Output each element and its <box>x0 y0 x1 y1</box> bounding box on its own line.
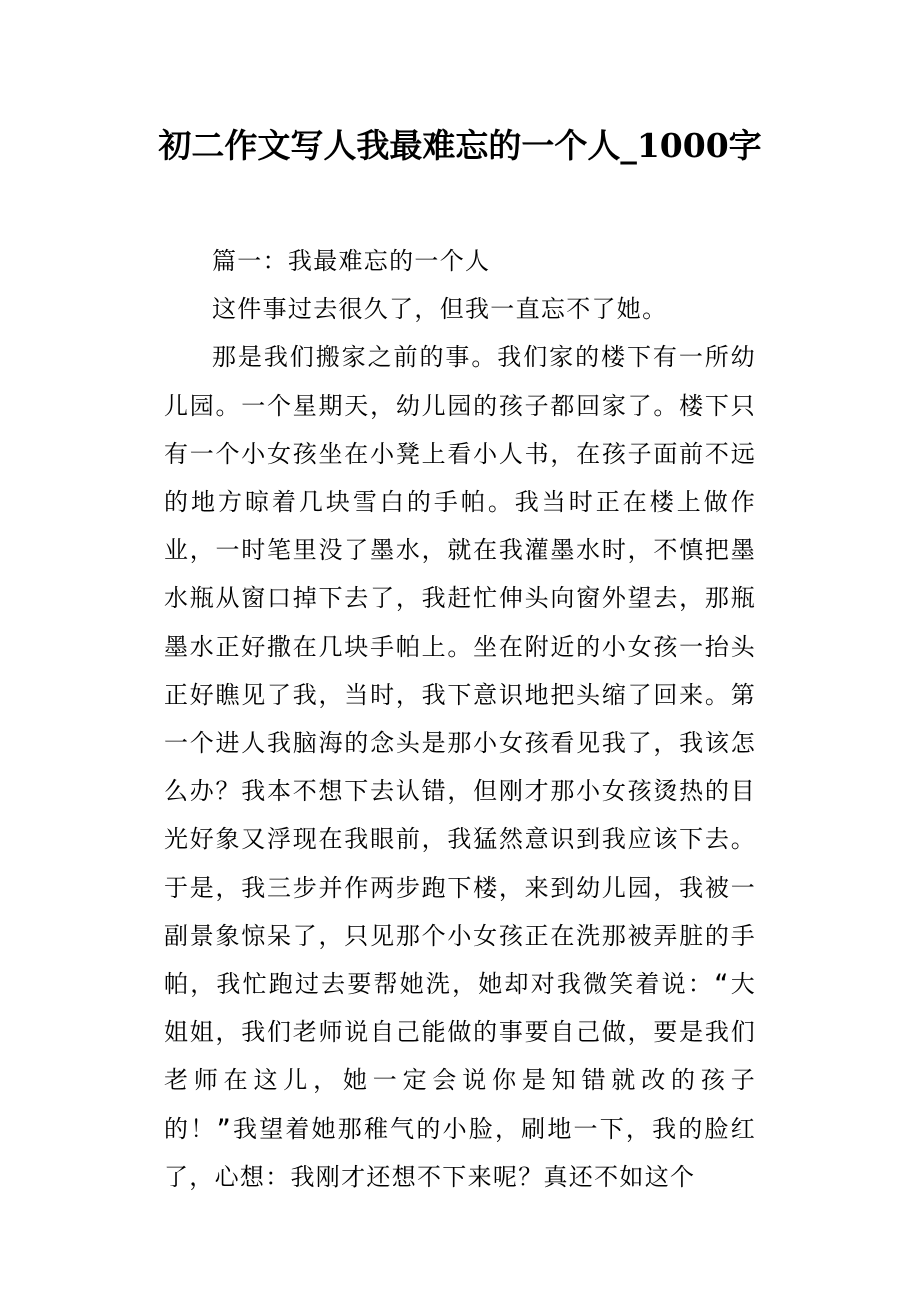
document-title: 初二作文写人我最难忘的一个人_1000字 <box>158 126 762 165</box>
document-body <box>164 237 756 1201</box>
paragraph-intro: 这件事过去很久了，但我一直忘不了她。 <box>212 295 668 324</box>
paragraph-story: 那是我们搬家之前的事。我们家的楼下有一所幼儿园。一个星期天，幼儿园的孩子都回家了。楼下只有一个小女孩坐在小凳上看小人书，在孩子面前不远的地方晾着几块雪白的手帕。我当时正在楼上做作业，一时笔里没了墨水，就在我灌墨水时，不慎把墨水瓶从窗口掉下去了，我赶忙伸头向窗外望去，那瓶墨水正好撒在几块手帕上。坐在附近的小女孩一抬头正好瞧见了我，当时，我下意识地把头缩了回来。第一个进人我脑海的念头是那小女孩看见我了，我该怎么办？我本不想下去认错，但刚才那小女孩烫热的目光好象又浮现在我眼前，我猛然意识到我应该下去。于是，我三步并作两步跑下楼，来到幼儿园，我被一副景象惊呆了，只见那个小女孩正在洗那被弄脏的手帕，我忙跑过去要帮她洗，她却对我微笑着说：“大姐姐，我们老师说自己能做的事要自己做，要是我们老师在这儿，她一定会说你是知错就改的孩子的！”我望着她那稚气的小脸，刷地一下，我的脸红了，心想：我刚才还想不下来呢？真还不如这个 <box>164 343 756 1191</box>
section-heading: 篇一：我最难忘的一个人 <box>212 247 491 275</box>
